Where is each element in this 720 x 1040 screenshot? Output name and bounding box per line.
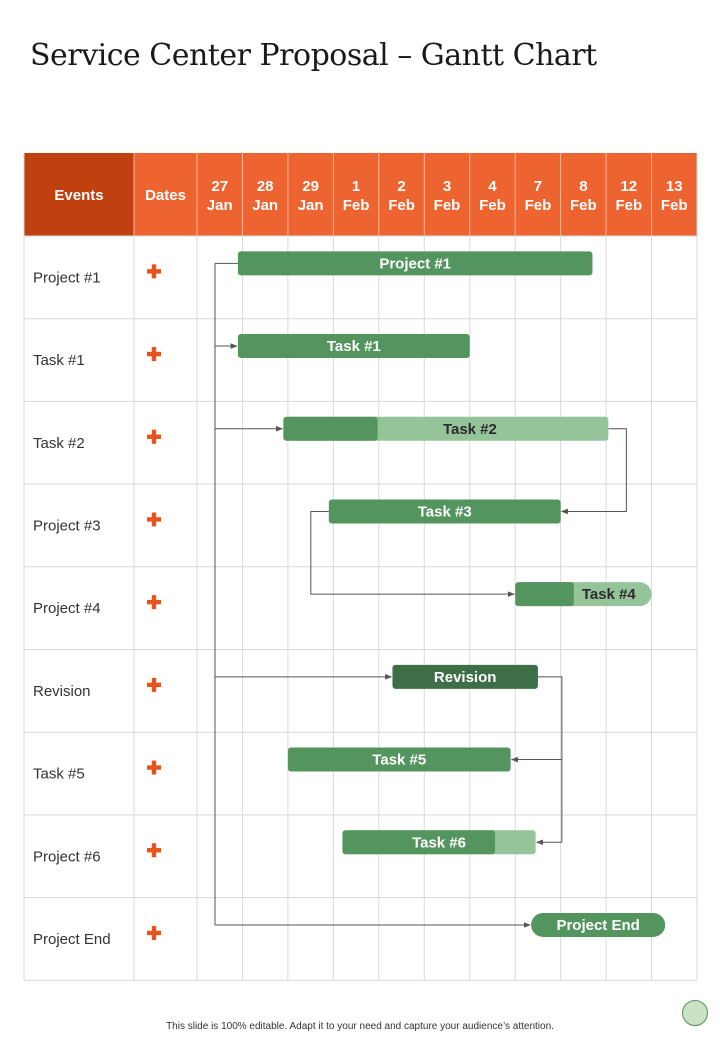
date-day-label: 12 xyxy=(620,178,638,195)
plus-icon xyxy=(152,761,156,775)
date-day-label: 2 xyxy=(397,178,406,195)
plus-icon xyxy=(152,512,156,526)
gantt-bar-label: Project End xyxy=(556,916,640,934)
header-dates-label: Dates xyxy=(145,187,186,204)
date-month-label: Feb xyxy=(433,197,461,214)
date-month-label: Feb xyxy=(342,197,370,214)
event-label: Revision xyxy=(33,682,91,700)
header-events-label: Events xyxy=(54,187,104,204)
date-day-label: 27 xyxy=(211,178,229,195)
plus-icon xyxy=(152,926,156,940)
date-month-label: Jan xyxy=(206,197,233,214)
date-day-label: 3 xyxy=(442,178,452,195)
gantt-bar-label: Task #5 xyxy=(372,751,427,769)
event-label: Task #2 xyxy=(33,434,85,452)
date-month-label: Feb xyxy=(388,197,415,214)
gantt-bar-progress xyxy=(515,582,574,606)
gantt-bar-label: Task #6 xyxy=(412,834,467,852)
date-day-label: 28 xyxy=(256,178,274,195)
gantt-bar-label: Task #3 xyxy=(417,503,472,521)
date-month-label: Jan xyxy=(252,197,279,214)
plus-icon xyxy=(152,678,156,692)
plus-icon xyxy=(152,843,156,857)
date-day-label: 13 xyxy=(665,178,683,195)
gantt-bar-label: Task #2 xyxy=(442,420,497,438)
page-title: Service Center Proposal – Gantt Chart xyxy=(30,38,597,73)
gantt-bar-progress xyxy=(283,417,377,441)
date-day-label: 8 xyxy=(579,178,588,195)
date-month-label: Jan xyxy=(297,197,324,214)
event-label: Project #3 xyxy=(33,517,101,535)
connector-arrow xyxy=(562,429,627,512)
gantt-bar-label: Revision xyxy=(433,668,497,686)
date-month-label: Feb xyxy=(524,197,552,214)
date-day-label: 4 xyxy=(488,178,497,195)
gantt-bar-label: Task #1 xyxy=(326,338,381,356)
event-label: Task #1 xyxy=(33,352,85,370)
date-month-label: Feb xyxy=(615,197,643,214)
plus-icon xyxy=(152,430,156,444)
connector-arrow xyxy=(311,511,514,594)
date-month-label: Feb xyxy=(660,197,688,214)
plus-icon xyxy=(152,595,156,609)
footer-note: This slide is 100% editable. Adapt it to your need and capture your audience’s attention. xyxy=(166,1021,554,1032)
event-label: Project #4 xyxy=(33,600,101,618)
event-label: Project #6 xyxy=(33,848,101,866)
date-day-label: 29 xyxy=(302,178,319,195)
circle-icon xyxy=(682,1000,708,1026)
date-day-label: 7 xyxy=(533,178,543,195)
date-month-label: Feb xyxy=(570,197,597,214)
date-day-label: 1 xyxy=(351,178,361,195)
event-label: Project End xyxy=(33,930,111,948)
plus-icon xyxy=(152,347,156,361)
gantt-bar-label: Project #1 xyxy=(379,255,452,273)
date-month-label: Feb xyxy=(479,197,506,214)
plus-icon xyxy=(152,264,156,278)
gantt-bar-label: Task #4 xyxy=(581,586,636,604)
event-label: Project #1 xyxy=(33,269,101,287)
event-label: Task #5 xyxy=(33,765,85,783)
